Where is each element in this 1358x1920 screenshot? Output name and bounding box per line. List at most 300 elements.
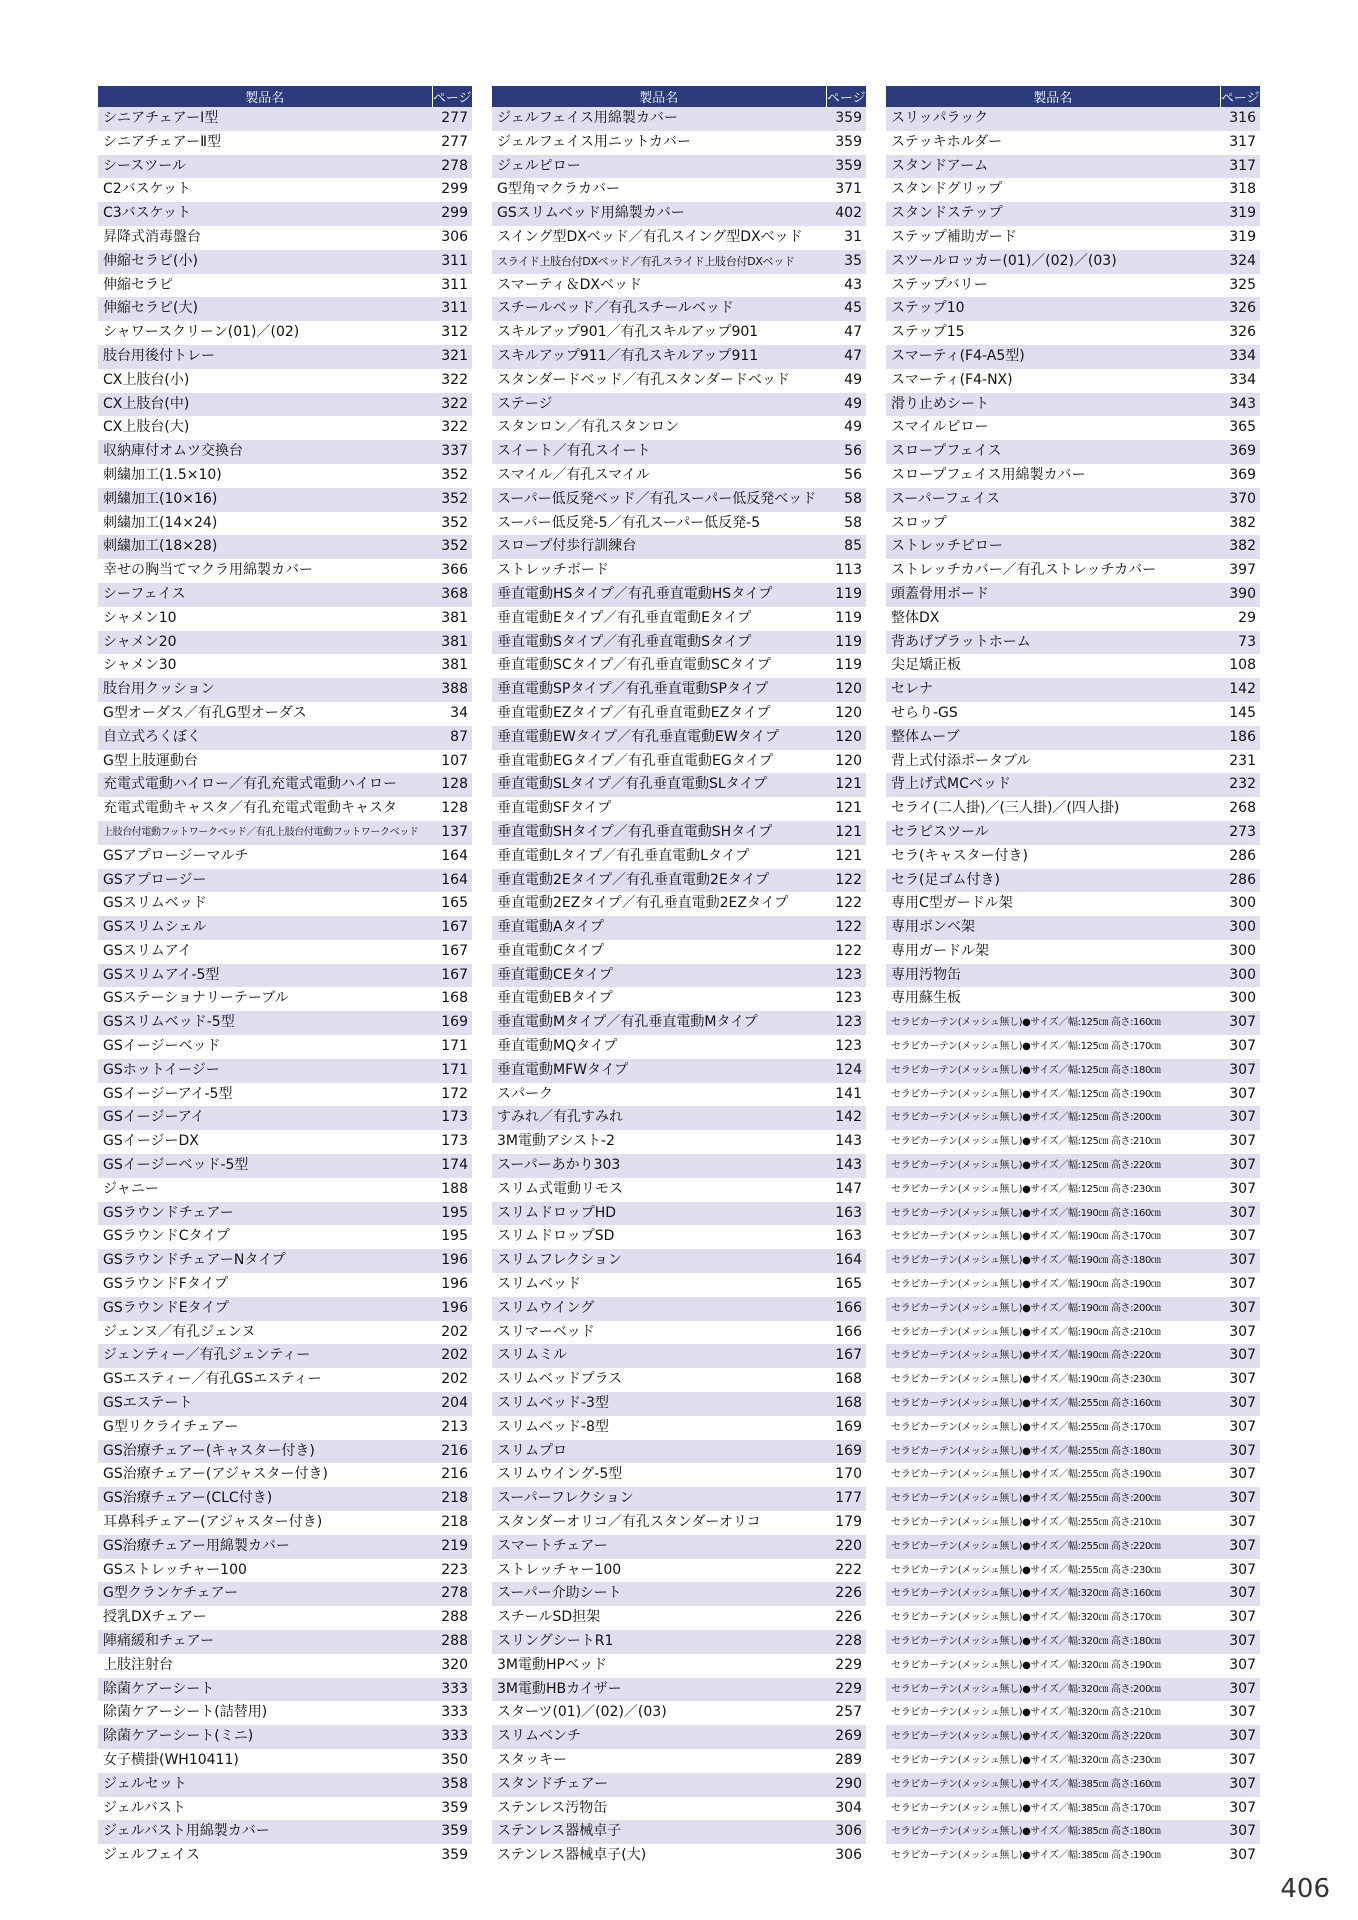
product-name: スチールベッド／有孔スチールベッド (492, 297, 826, 321)
table-row (886, 1654, 1260, 1678)
table-row (492, 702, 866, 726)
product-name: 垂直電動SLタイプ／有孔垂直電動SLタイプ (492, 773, 826, 797)
page-ref: 164 (432, 845, 472, 869)
page-ref: 168 (826, 1392, 866, 1416)
product-name: G型オーダス／有孔G型オーダス (98, 702, 432, 726)
table-row (492, 750, 866, 774)
product-name: 伸縮セラピ (98, 274, 432, 298)
product-name: セラピカーテン(メッシュ無し)●サイズ／幅:190㎝ 高さ:160㎝ (886, 1202, 1220, 1226)
product-name: CX上肢台(中) (98, 393, 432, 417)
page-ref: 307 (1220, 1559, 1260, 1583)
table-row (492, 987, 866, 1011)
product-name: スライド上肢台付DXベッド／有孔スライド上肢台付DXベッド (492, 250, 826, 274)
page-ref: 306 (826, 1820, 866, 1844)
page-ref: 171 (432, 1059, 472, 1083)
page-ref: 164 (826, 1249, 866, 1273)
page-ref: 307 (1220, 1487, 1260, 1511)
page-ref: 382 (1220, 535, 1260, 559)
page-ref: 307 (1220, 1249, 1260, 1273)
product-name: ジェンティー／有孔ジェンティー (98, 1344, 432, 1368)
product-name: 背あげプラットホーム (886, 631, 1220, 655)
table-row (886, 1511, 1260, 1535)
table-row (98, 274, 472, 298)
product-name: GSスリムアイ-5型 (98, 964, 432, 988)
table-row (492, 821, 866, 845)
page-ref: 269 (826, 1725, 866, 1749)
table-row (492, 1321, 866, 1345)
table-row (886, 1273, 1260, 1297)
table-row (492, 631, 866, 655)
page-ref: 142 (826, 1106, 866, 1130)
product-name: スリムベッド-8型 (492, 1416, 826, 1440)
table-row (98, 512, 472, 536)
table-row (492, 321, 866, 345)
table-row (492, 1344, 866, 1368)
product-name: ストレッチボード (492, 559, 826, 583)
table-row (886, 607, 1260, 631)
product-name: 垂直電動Aタイプ (492, 916, 826, 940)
product-name: スマーティ(F4-NX) (886, 369, 1220, 393)
page-ref: 277 (432, 131, 472, 155)
page-ref: 381 (432, 654, 472, 678)
page-ref: 306 (826, 1844, 866, 1868)
table-row (492, 1011, 866, 1035)
page-ref: 311 (432, 274, 472, 298)
page-ref: 229 (826, 1654, 866, 1678)
product-name: 垂直電動SCタイプ／有孔垂直電動SCタイプ (492, 654, 826, 678)
table-row (492, 1606, 866, 1630)
index-table-left (98, 86, 472, 1868)
table-row (492, 1511, 866, 1535)
product-name: セラピカーテン(メッシュ無し)●サイズ／幅:190㎝ 高さ:170㎝ (886, 1225, 1220, 1249)
page-ref: 369 (1220, 464, 1260, 488)
page-ref: 43 (826, 274, 866, 298)
page-ref: 359 (826, 155, 866, 179)
table-row (492, 940, 866, 964)
product-name: スマーティ＆DXベッド (492, 274, 826, 298)
page-ref: 119 (826, 607, 866, 631)
page-ref: 257 (826, 1701, 866, 1725)
product-name: スーパーフェイス (886, 488, 1220, 512)
table-row (492, 1487, 866, 1511)
table-row (98, 750, 472, 774)
product-name: スリムフレクション (492, 1249, 826, 1273)
product-name: スタンドアーム (886, 155, 1220, 179)
page-ref: 359 (432, 1844, 472, 1868)
product-name: セラピカーテン(メッシュ無し)●サイズ／幅:385㎝ 高さ:180㎝ (886, 1820, 1220, 1844)
page-ref: 49 (826, 393, 866, 417)
table-row (492, 559, 866, 583)
page-ref: 306 (432, 226, 472, 250)
page-ref: 47 (826, 321, 866, 345)
product-name: 伸縮セラピ(大) (98, 297, 432, 321)
product-name: 尖足矯正板 (886, 654, 1220, 678)
product-name: 垂直電動Eタイプ／有孔垂直電動Eタイプ (492, 607, 826, 631)
product-name: 垂直電動2Eタイプ／有孔垂直電動2Eタイプ (492, 869, 826, 893)
product-name: 垂直電動EWタイプ／有孔垂直電動EWタイプ (492, 726, 826, 750)
table-row (98, 1463, 472, 1487)
product-name: GSスリムシェル (98, 916, 432, 940)
product-name: スパーク (492, 1083, 826, 1107)
product-name: 垂直電動SFタイプ (492, 797, 826, 821)
page-ref: 173 (432, 1130, 472, 1154)
product-name: ジェルバスト用綿製カバー (98, 1820, 432, 1844)
table-row (98, 1178, 472, 1202)
product-name: セラピカーテン(メッシュ無し)●サイズ／幅:125㎝ 高さ:210㎝ (886, 1130, 1220, 1154)
page-ref: 128 (432, 773, 472, 797)
page-ref: 316 (1220, 107, 1260, 131)
page-ref: 337 (432, 440, 472, 464)
page-ref: 87 (432, 726, 472, 750)
table-row (98, 1321, 472, 1345)
product-name: ジェルフェイス用ニットカバー (492, 131, 826, 155)
table-row (98, 1154, 472, 1178)
product-name: 3M電動HPベッド (492, 1654, 826, 1678)
page-ref: 307 (1220, 1630, 1260, 1654)
product-name: すみれ／有孔すみれ (492, 1106, 826, 1130)
product-name: 垂直電動EZタイプ／有孔垂直電動EZタイプ (492, 702, 826, 726)
product-name: ステンレス器械卓子 (492, 1820, 826, 1844)
product-name: スロップ (886, 512, 1220, 536)
product-name: 専用ボンベ架 (886, 916, 1220, 940)
product-name: ストレッチピロー (886, 535, 1220, 559)
page-ref: 307 (1220, 1011, 1260, 1035)
page-ref: 128 (432, 797, 472, 821)
page-ref: 317 (1220, 155, 1260, 179)
page-ref: 307 (1220, 1749, 1260, 1773)
page-ref: 85 (826, 535, 866, 559)
table-row (886, 535, 1260, 559)
table-row (492, 1773, 866, 1797)
product-name: 垂直電動MQタイプ (492, 1035, 826, 1059)
index-table-right (886, 86, 1260, 1868)
table-row (98, 1273, 472, 1297)
product-name: GSラウンドEタイプ (98, 1297, 432, 1321)
product-name: スリムベッドプラス (492, 1368, 826, 1392)
table-row (492, 1368, 866, 1392)
table-row (492, 1749, 866, 1773)
product-name: 専用ガードル架 (886, 940, 1220, 964)
table-row (98, 773, 472, 797)
page-ref: 228 (826, 1630, 866, 1654)
page-ref: 49 (826, 416, 866, 440)
page-ref: 307 (1220, 1035, 1260, 1059)
table-row (492, 1630, 866, 1654)
table-row (98, 1083, 472, 1107)
product-name: GSラウンドチェアーNタイプ (98, 1249, 432, 1273)
table-row (492, 773, 866, 797)
product-name: セラピカーテン(メッシュ無し)●サイズ／幅:190㎝ 高さ:210㎝ (886, 1321, 1220, 1345)
table-row (492, 440, 866, 464)
page-ref: 73 (1220, 631, 1260, 655)
table-row (492, 155, 866, 179)
product-name: セラピカーテン(メッシュ無し)●サイズ／幅:320㎝ 高さ:190㎝ (886, 1654, 1220, 1678)
table-row (886, 1011, 1260, 1035)
product-name: セラピカーテン(メッシュ無し)●サイズ／幅:385㎝ 高さ:190㎝ (886, 1844, 1220, 1868)
page-ref: 352 (432, 464, 472, 488)
page-ref: 218 (432, 1487, 472, 1511)
table-row (886, 916, 1260, 940)
table-row (492, 1559, 866, 1583)
product-name: 除菌ケアーシート(ミニ) (98, 1725, 432, 1749)
table-row (98, 1416, 472, 1440)
page-ref: 307 (1220, 1178, 1260, 1202)
product-name: 垂直電動Cタイプ (492, 940, 826, 964)
table-row (492, 1202, 866, 1226)
product-name: 垂直電動HSタイプ／有孔垂直電動HSタイプ (492, 583, 826, 607)
table-row (492, 964, 866, 988)
product-name: 垂直電動SPタイプ／有孔垂直電動SPタイプ (492, 678, 826, 702)
product-name: ステップ15 (886, 321, 1220, 345)
page-ref: 218 (432, 1511, 472, 1535)
table-row (886, 202, 1260, 226)
page-ref: 290 (826, 1773, 866, 1797)
product-name: 垂直電動EBタイプ (492, 987, 826, 1011)
page-ref: 358 (432, 1773, 472, 1797)
product-name: 自立式ろくぼく (98, 726, 432, 750)
table-row (492, 369, 866, 393)
product-name: スマイルピロー (886, 416, 1220, 440)
product-name: 耳鼻科チェアー(アジャスター付き) (98, 1511, 432, 1535)
table-row (98, 464, 472, 488)
table-row (886, 1178, 1260, 1202)
table-row (492, 464, 866, 488)
product-name: GS治療チェアー(キャスター付き) (98, 1440, 432, 1464)
table-row (492, 1582, 866, 1606)
page-ref: 286 (1220, 869, 1260, 893)
product-name: CX上肢台(小) (98, 369, 432, 393)
product-name: スリマーベッド (492, 1321, 826, 1345)
page-ref: 307 (1220, 1273, 1260, 1297)
product-name: スロープ付歩行訓練台 (492, 535, 826, 559)
product-name: セラピスツール (886, 821, 1220, 845)
page-ref: 352 (432, 488, 472, 512)
page-ref: 165 (826, 1273, 866, 1297)
table-row (98, 1606, 472, 1630)
page-ref: 202 (432, 1321, 472, 1345)
page-ref: 45 (826, 297, 866, 321)
table-row (98, 797, 472, 821)
product-name: スマイル／有孔スマイル (492, 464, 826, 488)
table-row (98, 583, 472, 607)
table-row (886, 845, 1260, 869)
product-name: 垂直電動Mタイプ／有孔垂直電動Mタイプ (492, 1011, 826, 1035)
page-ref: 231 (1220, 750, 1260, 774)
page-ref: 122 (826, 869, 866, 893)
product-name: 滑り止めシート (886, 393, 1220, 417)
page-ref: 35 (826, 250, 866, 274)
product-name: スーパーフレクション (492, 1487, 826, 1511)
table-row (98, 964, 472, 988)
table-row (886, 1392, 1260, 1416)
product-name: ジェルフェイス (98, 1844, 432, 1868)
table-row (98, 607, 472, 631)
product-name: セラピカーテン(メッシュ無し)●サイズ／幅:320㎝ 高さ:210㎝ (886, 1701, 1220, 1725)
table-row (98, 131, 472, 155)
page-ref: 312 (432, 321, 472, 345)
table-row (492, 1130, 866, 1154)
page-ref: 307 (1220, 1535, 1260, 1559)
header-product-name: 製品名 (492, 86, 826, 107)
product-name: G型角マクラカバー (492, 178, 826, 202)
product-name: ステージ (492, 393, 826, 417)
page-ref: 229 (826, 1678, 866, 1702)
product-name: 肢台用後付トレー (98, 345, 432, 369)
product-name: スリムベッド-3型 (492, 1392, 826, 1416)
page-ref: 195 (432, 1202, 472, 1226)
product-name: スターツ(01)／(02)／(03) (492, 1701, 826, 1725)
page-ref: 277 (432, 107, 472, 131)
product-name: セラピカーテン(メッシュ無し)●サイズ／幅:190㎝ 高さ:200㎝ (886, 1297, 1220, 1321)
product-name: 垂直電動MFWタイプ (492, 1059, 826, 1083)
table-row (886, 1725, 1260, 1749)
page-ref: 326 (1220, 321, 1260, 345)
page-ref: 278 (432, 1582, 472, 1606)
table-row (886, 1606, 1260, 1630)
page-ref: 163 (826, 1202, 866, 1226)
product-name: スリッパラック (886, 107, 1220, 131)
table-row (492, 1440, 866, 1464)
page-ref: 352 (432, 512, 472, 536)
product-name: ジャニー (98, 1178, 432, 1202)
table-row (886, 1820, 1260, 1844)
table-row (886, 321, 1260, 345)
page-ref: 213 (432, 1416, 472, 1440)
table-row (98, 1511, 472, 1535)
product-name: スキルアップ911／有孔スキルアップ911 (492, 345, 826, 369)
table-row (492, 416, 866, 440)
product-name: スリムウイング (492, 1297, 826, 1321)
table-row (98, 654, 472, 678)
product-name: ジェルピロー (492, 155, 826, 179)
table-row (98, 1202, 472, 1226)
page-ref: 222 (826, 1559, 866, 1583)
page-ref: 307 (1220, 1106, 1260, 1130)
product-name: 収納庫付オムツ交換台 (98, 440, 432, 464)
page-ref: 196 (432, 1249, 472, 1273)
product-name: 頭蓋骨用ボード (886, 583, 1220, 607)
page-ref: 307 (1220, 1297, 1260, 1321)
product-name: C2バスケット (98, 178, 432, 202)
table-row (886, 178, 1260, 202)
product-name: GSホットイージー (98, 1059, 432, 1083)
page-ref: 382 (1220, 512, 1260, 536)
page-ref: 124 (826, 1059, 866, 1083)
page-ref: 167 (432, 964, 472, 988)
page-ref: 119 (826, 654, 866, 678)
table-row (98, 702, 472, 726)
table-row (98, 1773, 472, 1797)
page-ref: 311 (432, 297, 472, 321)
table-row (886, 131, 1260, 155)
page-ref: 232 (1220, 773, 1260, 797)
product-name: ステップバリー (886, 274, 1220, 298)
product-name: 充電式電動ハイロー／有孔充電式電動ハイロー (98, 773, 432, 797)
product-name: スタンダーオリコ／有孔スタンダーオリコ (492, 1511, 826, 1535)
page-ref: 320 (432, 1654, 472, 1678)
product-name: GSラウンドチェアー (98, 1202, 432, 1226)
page-ref: 122 (826, 916, 866, 940)
table-row (492, 297, 866, 321)
table-row (492, 535, 866, 559)
page-ref: 119 (826, 631, 866, 655)
product-name: G型リクライチェアー (98, 1416, 432, 1440)
table-row (886, 892, 1260, 916)
product-name: スリムベッド (492, 1273, 826, 1297)
table-row (492, 1297, 866, 1321)
product-name: GSスリムベッド (98, 892, 432, 916)
table-row (98, 1844, 472, 1868)
product-name: GSイージーアイ-5型 (98, 1083, 432, 1107)
page-ref: 120 (826, 726, 866, 750)
table-row (98, 678, 472, 702)
product-name: セラピカーテン(メッシュ無し)●サイズ／幅:255㎝ 高さ:190㎝ (886, 1463, 1220, 1487)
page-ref: 196 (432, 1273, 472, 1297)
page-ref: 204 (432, 1392, 472, 1416)
table-row (886, 107, 1260, 131)
page-ref: 121 (826, 821, 866, 845)
page-ref: 120 (826, 702, 866, 726)
table-row (492, 202, 866, 226)
page-ref: 169 (432, 1011, 472, 1035)
product-name: GSイージーベッド (98, 1035, 432, 1059)
page-ref: 179 (826, 1511, 866, 1535)
table-row (98, 821, 472, 845)
product-name: セラピカーテン(メッシュ無し)●サイズ／幅:125㎝ 高さ:170㎝ (886, 1035, 1220, 1059)
table-row (886, 797, 1260, 821)
table-row (492, 1844, 866, 1868)
page-ref: 121 (826, 797, 866, 821)
table-row (886, 393, 1260, 417)
page-ref: 168 (432, 987, 472, 1011)
table-row (98, 1297, 472, 1321)
product-name: 陣痛緩和チェアー (98, 1630, 432, 1654)
page-ref: 307 (1220, 1225, 1260, 1249)
product-name: セラピカーテン(メッシュ無し)●サイズ／幅:190㎝ 高さ:190㎝ (886, 1273, 1220, 1297)
page-ref: 307 (1220, 1797, 1260, 1821)
product-name: 刺繍加工(1.5×10) (98, 464, 432, 488)
product-name: スタンロン／有孔スタンロン (492, 416, 826, 440)
product-name: スタンドグリップ (886, 178, 1220, 202)
product-name: ステッキホルダー (886, 131, 1220, 155)
table-row (886, 1701, 1260, 1725)
table-row (98, 631, 472, 655)
product-name: GSイージーDX (98, 1130, 432, 1154)
product-name: 整体DX (886, 607, 1220, 631)
product-name: 充電式電動キャスタ／有孔充電式電動キャスタ (98, 797, 432, 821)
page-ref: 216 (432, 1440, 472, 1464)
table-row (98, 1368, 472, 1392)
page-ref: 307 (1220, 1606, 1260, 1630)
page-ref: 29 (1220, 607, 1260, 631)
table-row (886, 1487, 1260, 1511)
product-name: GSエステート (98, 1392, 432, 1416)
page-ref: 169 (826, 1440, 866, 1464)
page-ref: 300 (1220, 964, 1260, 988)
page-ref: 123 (826, 964, 866, 988)
product-name: スリングシートR1 (492, 1630, 826, 1654)
product-name: セラピカーテン(メッシュ無し)●サイズ／幅:255㎝ 高さ:180㎝ (886, 1440, 1220, 1464)
product-name: 伸縮セラピ(小) (98, 250, 432, 274)
page-ref: 121 (826, 845, 866, 869)
product-name: GSラウンドFタイプ (98, 1273, 432, 1297)
product-name: セラピカーテン(メッシュ無し)●サイズ／幅:255㎝ 高さ:200㎝ (886, 1487, 1220, 1511)
page-ref: 147 (826, 1178, 866, 1202)
table-row (492, 1678, 866, 1702)
page-ref: 319 (1220, 226, 1260, 250)
table-row (492, 274, 866, 298)
page-ref: 318 (1220, 178, 1260, 202)
